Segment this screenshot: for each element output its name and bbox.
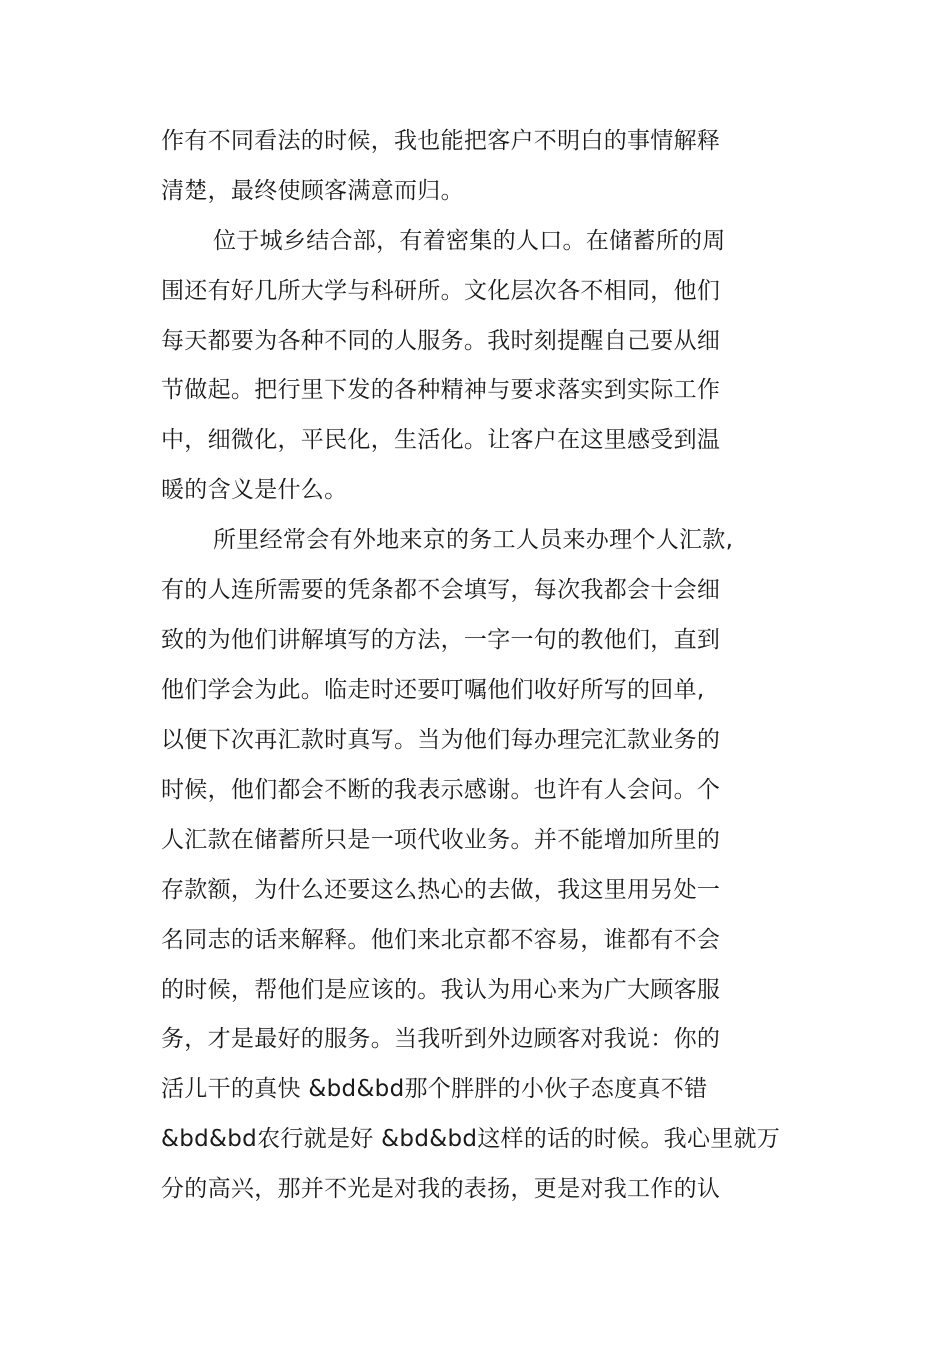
text-line: 名同志的话来解释。他们来北京都不容易，谁都有不会 xyxy=(161,927,721,953)
text-line: 作有不同看法的时候，我也能把客户不明白的事情解释 xyxy=(161,128,721,154)
text-line: 每天都要为各种不同的人服务。我时刻提醒自己要从细 xyxy=(161,328,721,354)
paragraph-start-line: 位于城乡结合部，有着密集的人口。在储蓄所的周 xyxy=(213,228,726,254)
text-line: 节做起。把行里下发的各种精神与要求落实到实际工作 xyxy=(161,377,721,403)
text-line: 他们学会为此。临走时还要叮嘱他们收好所写的回单, xyxy=(161,677,705,703)
text-line: 存款额，为什么还要这么热心的去做，我这里用另处一 xyxy=(161,877,721,903)
text-line: 人汇款在储蓄所只是一项代收业务。并不能增加所里的 xyxy=(161,827,721,853)
text-line: 围还有好几所大学与科研所。文化层次各不相同，他们 xyxy=(161,278,721,304)
text-line: 分的高兴，那并不光是对我的表扬，更是对我工作的认 xyxy=(161,1176,721,1202)
text-line: 以便下次再汇款时真写。当为他们每办理完汇款业务的 xyxy=(161,727,721,753)
text-line: 的时候，帮他们是应该的。我认为用心来为广大顾客服 xyxy=(161,977,721,1003)
text-line: &bd&bd农行就是好 &bd&bd这样的话的时候。我心里就万 xyxy=(161,1126,781,1152)
text-line: 清楚，最终使顾客满意而归。 xyxy=(161,178,464,204)
text-line: 活儿干的真快 &bd&bd那个胖胖的小伙子态度真不错 xyxy=(161,1076,708,1102)
text-line: 时候，他们都会不断的我表示感谢。也许有人会问。个 xyxy=(161,777,721,803)
text-line: 致的为他们讲解填写的方法，一字一句的教他们，直到 xyxy=(161,627,721,653)
paragraph-start-line: 所里经常会有外地来京的务工人员来办理个人汇款, xyxy=(213,527,734,553)
text-line: 暖的含义是什么。 xyxy=(161,477,348,503)
text-line: 中，细微化，平民化，生活化。让客户在这里感受到温 xyxy=(161,427,721,453)
text-line: 务，才是最好的服务。当我听到外边顾客对我说：你的 xyxy=(161,1026,721,1052)
text-line: 有的人连所需要的凭条都不会填写，每次我都会十会细 xyxy=(161,577,721,603)
